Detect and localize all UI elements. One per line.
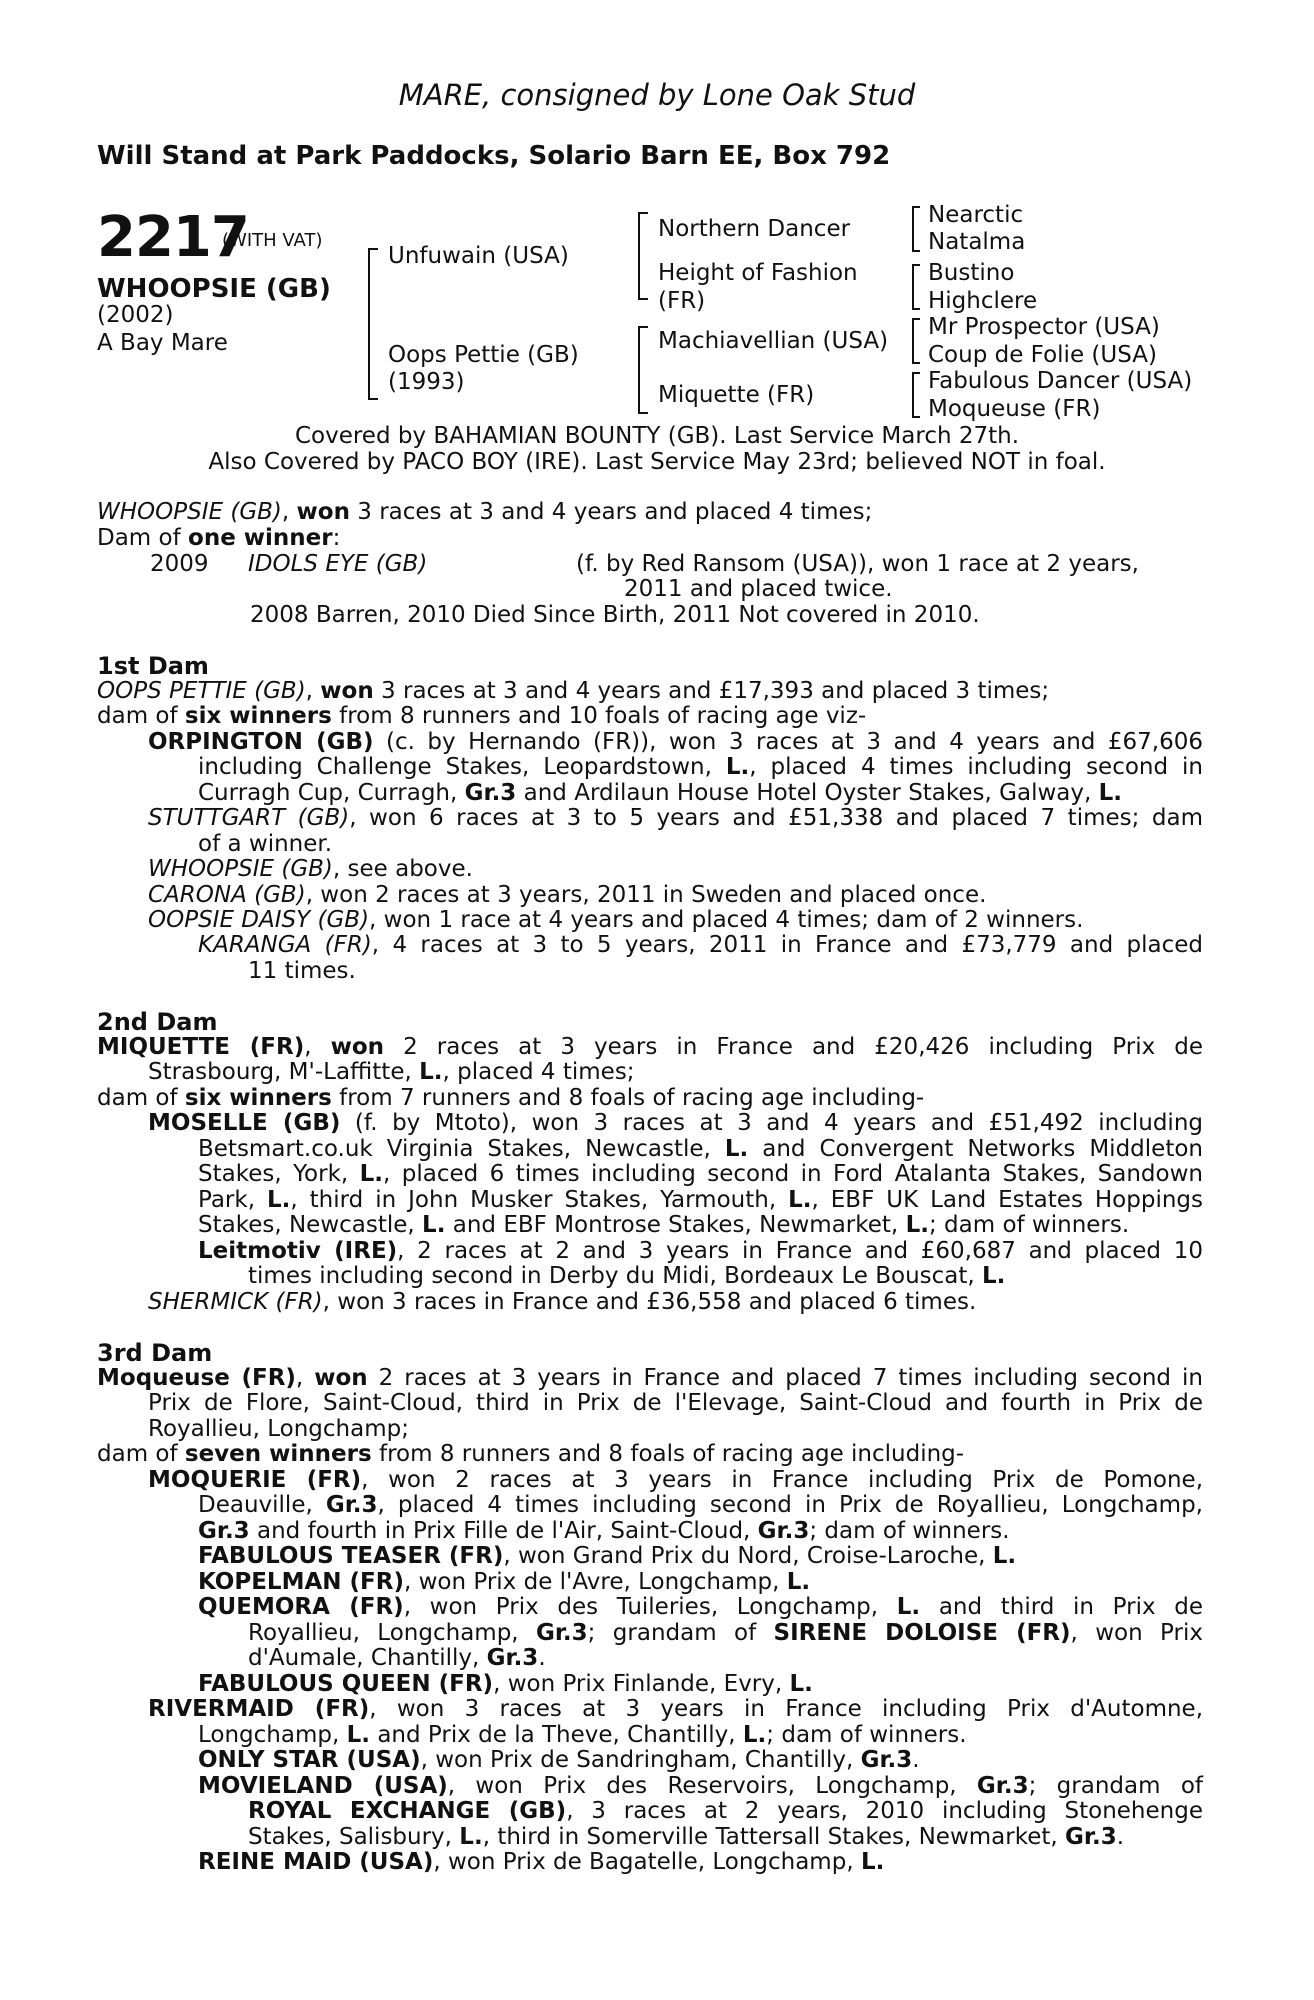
horse-ref: MOVIELAND (USA) (198, 1773, 448, 1799)
horse-ref: FABULOUS QUEEN (FR) (198, 1671, 494, 1697)
grade: L. (359, 1161, 384, 1187)
text: Dam of (97, 525, 189, 551)
sire-sire-sire: Nearctic (928, 202, 1024, 228)
horse-ref: KARANGA (FR) (198, 932, 372, 958)
pedigree-brace (912, 206, 920, 252)
dam-line (148, 882, 986, 908)
dam-line (198, 1773, 1203, 1799)
dam-line: of a winner. (198, 831, 333, 857)
won-label: won (320, 678, 374, 704)
horse-description: A Bay Mare (97, 330, 228, 356)
dam-line (198, 1212, 1129, 1238)
sire-dam-dam: Highclere (928, 288, 1038, 314)
dam-line (198, 1518, 1010, 1544)
winner-count: six winners (184, 1085, 332, 1111)
text: and Prix de la Theve, Chantilly, (370, 1722, 743, 1748)
grade: L. (419, 1059, 443, 1085)
covered-line: Also Covered by PACO BOY (IRE). Last Service May 23rd; believed NOT in foal. (208, 449, 1106, 475)
dam-line (148, 1059, 635, 1085)
text: , won 2 races at 3 years, 2011 in Sweden and placed once. (305, 882, 987, 908)
text: , (305, 678, 321, 704)
horse-ref: SIRENE DOLOISE (FR) (773, 1620, 1071, 1646)
dam-line (148, 856, 473, 882)
grade: L. (422, 1212, 446, 1238)
text: 2 races at 3 years in France and placed 7 times including second in (367, 1365, 1203, 1391)
text: , won Prix des Reservoirs, Longchamp, (447, 1773, 977, 1799)
dam-line (148, 1696, 1203, 1722)
progeny-name: IDOLS EYE (GB) (248, 551, 428, 577)
text: , (295, 1365, 315, 1391)
dam-line (148, 1110, 1203, 1136)
pedigree-brace (912, 264, 920, 310)
grade: Gr.3 (464, 780, 517, 806)
dam-line (198, 1238, 1203, 1264)
text: Deauville, (198, 1492, 326, 1518)
record-line (97, 499, 872, 525)
sire-dam-sire: Bustino (928, 260, 1015, 286)
text: , won Prix de Sandringham, Chantilly, (420, 1747, 861, 1773)
dam-line (248, 1824, 1124, 1850)
grade: L. (896, 1594, 921, 1620)
dam-line (148, 907, 1083, 933)
dam-line (198, 1569, 810, 1595)
sire-sire-dam: Natalma (928, 229, 1026, 255)
text: , (281, 499, 297, 525)
text: . (912, 1747, 920, 1773)
horse-ref: MOQUERIE (FR) (148, 1467, 362, 1493)
text: ; grandam of (587, 1620, 774, 1646)
won-label: won (314, 1365, 368, 1391)
dam-line (198, 932, 1203, 958)
text: and EBF Montrose Stakes, Newmarket, (445, 1212, 906, 1238)
text: from 7 runners and 8 foals of racing age including- (331, 1085, 925, 1111)
text: , won 2 races at 3 years in France including Prix de Pomone, (361, 1467, 1204, 1493)
pedigree-brace (368, 248, 378, 400)
grade: Gr.3 (860, 1747, 913, 1773)
horse-ref: Moqueuse (FR) (97, 1365, 296, 1391)
text: Park, (198, 1187, 267, 1213)
sire-dam: Height of Fashion (658, 260, 858, 286)
grade: Gr.3 (976, 1773, 1029, 1799)
text: ; grandam of (1028, 1773, 1203, 1799)
dam-line (198, 1849, 884, 1875)
grade: L. (266, 1187, 291, 1213)
text: , won 3 races at 3 years in France including Prix d'Automne, (369, 1696, 1204, 1722)
vat-note: (WITH VAT) (222, 230, 323, 251)
horse-ref: REINE MAID (USA) (198, 1849, 434, 1875)
horse-ref: SHERMICK (FR) (148, 1289, 323, 1315)
text: , 3 races at 2 years, 2010 including Stonehenge (566, 1798, 1203, 1824)
winner-count: seven winners (184, 1441, 372, 1467)
dam-line (198, 1161, 1203, 1187)
dam: Oops Pettie (GB) (388, 342, 579, 368)
winner-count: one winner (188, 525, 333, 551)
dam-line (198, 754, 1203, 780)
dam-line (198, 1187, 1203, 1213)
dam-line (97, 1441, 964, 1467)
dam-line (97, 678, 1049, 704)
dam-dam-sire: Fabulous Dancer (USA) (928, 368, 1193, 394)
dam-line (97, 1034, 1203, 1060)
covered-line: Covered by BAHAMIAN BOUNTY (GB). Last Service March 27th. (294, 423, 1020, 449)
horse-ref: OOPSIE DAISY (GB) (148, 907, 370, 933)
grade: L. (789, 1671, 813, 1697)
progeny-record: (f. by Red Ransom (USA)), won 1 race at 2 years, (576, 551, 1139, 577)
grade: Gr.3 (198, 1518, 250, 1544)
stand-location: Will Stand at Park Paddocks, Solario Barn EE, Box 792 (97, 141, 891, 171)
grade: L. (459, 1824, 483, 1850)
text: , 2 races at 2 and 3 years in France and £60,687 and placed 10 (397, 1238, 1203, 1264)
text: , third in Somerville Tattersall Stakes, Newmarket, (482, 1824, 1066, 1850)
sire-dam-suffix: (FR) (658, 288, 706, 314)
grade: L. (860, 1849, 885, 1875)
sire: Unfuwain (USA) (388, 243, 569, 269)
text: Curragh Cup, Curragh, (198, 780, 465, 806)
text: , won 1 race at 4 years and placed 4 times; dam of 2 winners. (369, 907, 1084, 933)
dam-year: (1993) (388, 369, 465, 395)
grade: Gr.3 (325, 1492, 378, 1518)
dam-dam-dam: Moqueuse (FR) (928, 396, 1101, 422)
text: (c. by Hernando (FR)), won 3 races at 3 and 4 years and £67,606 (373, 729, 1203, 755)
pedigree-brace (912, 372, 920, 418)
text: , placed 4 times including second in Prix de Royallieu, Longchamp, (377, 1492, 1203, 1518)
text: 3 races at 3 and 4 years and placed 4 times; (349, 499, 873, 525)
horse-ref: OOPS PETTIE (GB) (97, 678, 306, 704)
dam-line (198, 1722, 967, 1748)
text: , placed 4 times including second in (749, 754, 1203, 780)
dam-line (198, 1543, 1016, 1569)
grade: L. (346, 1722, 371, 1748)
section-heading: 2nd Dam (97, 1008, 218, 1036)
text: (f. by Mtoto), won 3 races at 3 and 4 years and £51,492 including (340, 1110, 1204, 1136)
progeny-year: 2009 (150, 551, 209, 577)
text: 2 races at 3 years in France and £20,426 including Prix de (384, 1034, 1204, 1060)
grade: L. (786, 1569, 811, 1595)
dam-line (248, 1263, 1005, 1289)
text: , 4 races at 3 to 5 years, 2011 in France and £73,779 and placed (371, 932, 1203, 958)
dam-line (148, 1289, 976, 1315)
dam-line (198, 1492, 1203, 1518)
text: Betsmart.co.uk Virginia Stakes, Newcastle, (198, 1136, 725, 1162)
text: ; dam of winners. (766, 1722, 967, 1748)
horse-ref: WHOOPSIE (GB) (148, 856, 333, 882)
text: Stakes, York, (198, 1161, 360, 1187)
text: , placed 4 times; (442, 1059, 635, 1085)
text: , (304, 1034, 331, 1060)
text: ; dam of winners. (928, 1212, 1130, 1238)
text: ; dam of winners. (809, 1518, 1010, 1544)
pedigree-brace (638, 212, 648, 300)
grade: Gr.3 (1065, 1824, 1117, 1850)
dam-line: Prix de Flore, Saint-Cloud, third in Prix de l'Elevage, Saint-Cloud and fourth in Prix de (148, 1390, 1203, 1416)
grade: L. (992, 1543, 1017, 1569)
grade: L. (724, 1136, 749, 1162)
won-label: won (296, 499, 350, 525)
text: times including second in Derby du Midi, Bordeaux Le Bouscat, (248, 1263, 983, 1289)
dam-line: 11 times. (248, 958, 356, 984)
dam-line (248, 1798, 1203, 1824)
grade: L. (1098, 780, 1123, 806)
text: 3 races at 3 and 4 years and £17,393 and placed 3 times; (373, 678, 1050, 704)
text: , won 6 races at 3 to 5 years and £51,338 and placed 7 times; dam (349, 805, 1203, 831)
dam-line (198, 1747, 920, 1773)
text: d'Aumale, Chantilly, (248, 1645, 487, 1671)
dam-line (148, 729, 1203, 755)
text: dam of (97, 1085, 185, 1111)
dam-line (148, 1467, 1203, 1493)
dam-line (97, 1085, 924, 1111)
text: , won Grand Prix du Nord, Croise-Laroche, (503, 1543, 993, 1569)
horse-ref: ORPINGTON (GB) (148, 729, 374, 755)
page-title: MARE, consigned by Lone Oak Stud (398, 78, 916, 112)
text: from 8 runners and 10 foals of racing age viz- (331, 703, 867, 729)
sire-sire: Northern Dancer (658, 216, 851, 242)
dam-line (248, 1645, 546, 1671)
grade: Gr.3 (535, 1620, 588, 1646)
winner-count: six winners (184, 703, 332, 729)
horse-name: WHOOPSIE (GB) (97, 274, 331, 304)
pedigree-brace (912, 318, 920, 364)
record-line: 2008 Barren, 2010 Died Since Birth, 2011 Not covered in 2010. (250, 602, 980, 628)
horse-ref: ROYAL EXCHANGE (GB) (248, 1798, 567, 1824)
text: , won Prix (1070, 1620, 1203, 1646)
text: , see above. (332, 856, 473, 882)
horse-ref: ONLY STAR (USA) (198, 1747, 421, 1773)
pedigree-brace (638, 326, 648, 414)
text: Royallieu, Longchamp, (248, 1620, 536, 1646)
dam-sire: Machiavellian (USA) (658, 328, 889, 354)
text: and third in Prix de (920, 1594, 1204, 1620)
horse-ref: WHOOPSIE (GB) (97, 499, 282, 525)
grade: L. (788, 1187, 812, 1213)
grade: L. (905, 1212, 929, 1238)
text: Strasbourg, M'-Laffitte, (148, 1059, 420, 1085)
dam-line (148, 805, 1203, 831)
text: Stakes, Salisbury, (248, 1824, 460, 1850)
horse-ref: QUEMORA (FR) (198, 1594, 404, 1620)
text: Longchamp, (198, 1722, 347, 1748)
text: : (332, 525, 341, 551)
text: and Convergent Networks Middleton (748, 1136, 1203, 1162)
horse-ref: KOPELMAN (FR) (198, 1569, 404, 1595)
record-line (97, 525, 340, 551)
horse-ref: FABULOUS TEASER (FR) (198, 1543, 504, 1569)
text: and Ardilaun House Hotel Oyster Stakes, Galway, (516, 780, 1099, 806)
dam-line (198, 1671, 813, 1697)
text: dam of (97, 1441, 185, 1467)
lot-number: 2217 (97, 205, 249, 270)
dam-line (198, 1136, 1203, 1162)
dam-line (248, 1620, 1203, 1646)
text: , won Prix de Bagatelle, Longchamp, (433, 1849, 861, 1875)
dam-dam: Miquette (FR) (658, 382, 815, 408)
text: . (1116, 1824, 1125, 1850)
horse-ref: MIQUETTE (FR) (97, 1034, 305, 1060)
text: , EBF UK Land Estates Hoppings (811, 1187, 1203, 1213)
text: , won 3 races in France and £36,558 and placed 6 times. (322, 1289, 977, 1315)
text: dam of (97, 703, 185, 729)
grade: L. (725, 754, 750, 780)
text: , won Prix des Tuileries, Longchamp, (403, 1594, 897, 1620)
won-label: won (330, 1034, 385, 1060)
grade: L. (742, 1722, 767, 1748)
horse-ref: MOSELLE (GB) (148, 1110, 341, 1136)
progeny-record: 2011 and placed twice. (624, 576, 893, 602)
dam-line (97, 703, 866, 729)
text: , won Prix Finlande, Evry, (493, 1671, 790, 1697)
dam-sire-sire: Mr Prospector (USA) (928, 314, 1160, 340)
dam-line: Royallieu, Longchamp; (148, 1416, 409, 1442)
text: including Challenge Stakes, Leopardstown, (198, 754, 726, 780)
horse-ref: CARONA (GB) (148, 882, 306, 908)
grade: Gr.3 (757, 1518, 810, 1544)
text: Stakes, Newcastle, (198, 1212, 423, 1238)
text: , placed 6 times including second in Ford Atalanta Stakes, Sandown (383, 1161, 1203, 1187)
dam-sire-dam: Coup de Folie (USA) (928, 342, 1157, 368)
text: , won Prix de l'Avre, Longchamp, (403, 1569, 787, 1595)
section-heading: 3rd Dam (97, 1339, 213, 1367)
horse-ref: Leitmotiv (IRE) (198, 1238, 398, 1264)
section-heading: 1st Dam (97, 652, 209, 680)
text: and fourth in Prix Fille de l'Air, Saint-Cloud, (249, 1518, 758, 1544)
dam-line (198, 1594, 1203, 1620)
horse-ref: STUTTGART (GB) (148, 805, 350, 831)
dam-line (198, 780, 1122, 806)
text: from 8 runners and 8 foals of racing age including- (371, 1441, 965, 1467)
horse-ref: RIVERMAID (FR) (148, 1696, 370, 1722)
grade: Gr.3 (486, 1645, 539, 1671)
text: . (538, 1645, 546, 1671)
foaling-year: (2002) (97, 302, 174, 328)
dam-line (97, 1365, 1203, 1391)
text: , third in John Musker Stakes, Yarmouth, (290, 1187, 789, 1213)
grade: L. (982, 1263, 1006, 1289)
